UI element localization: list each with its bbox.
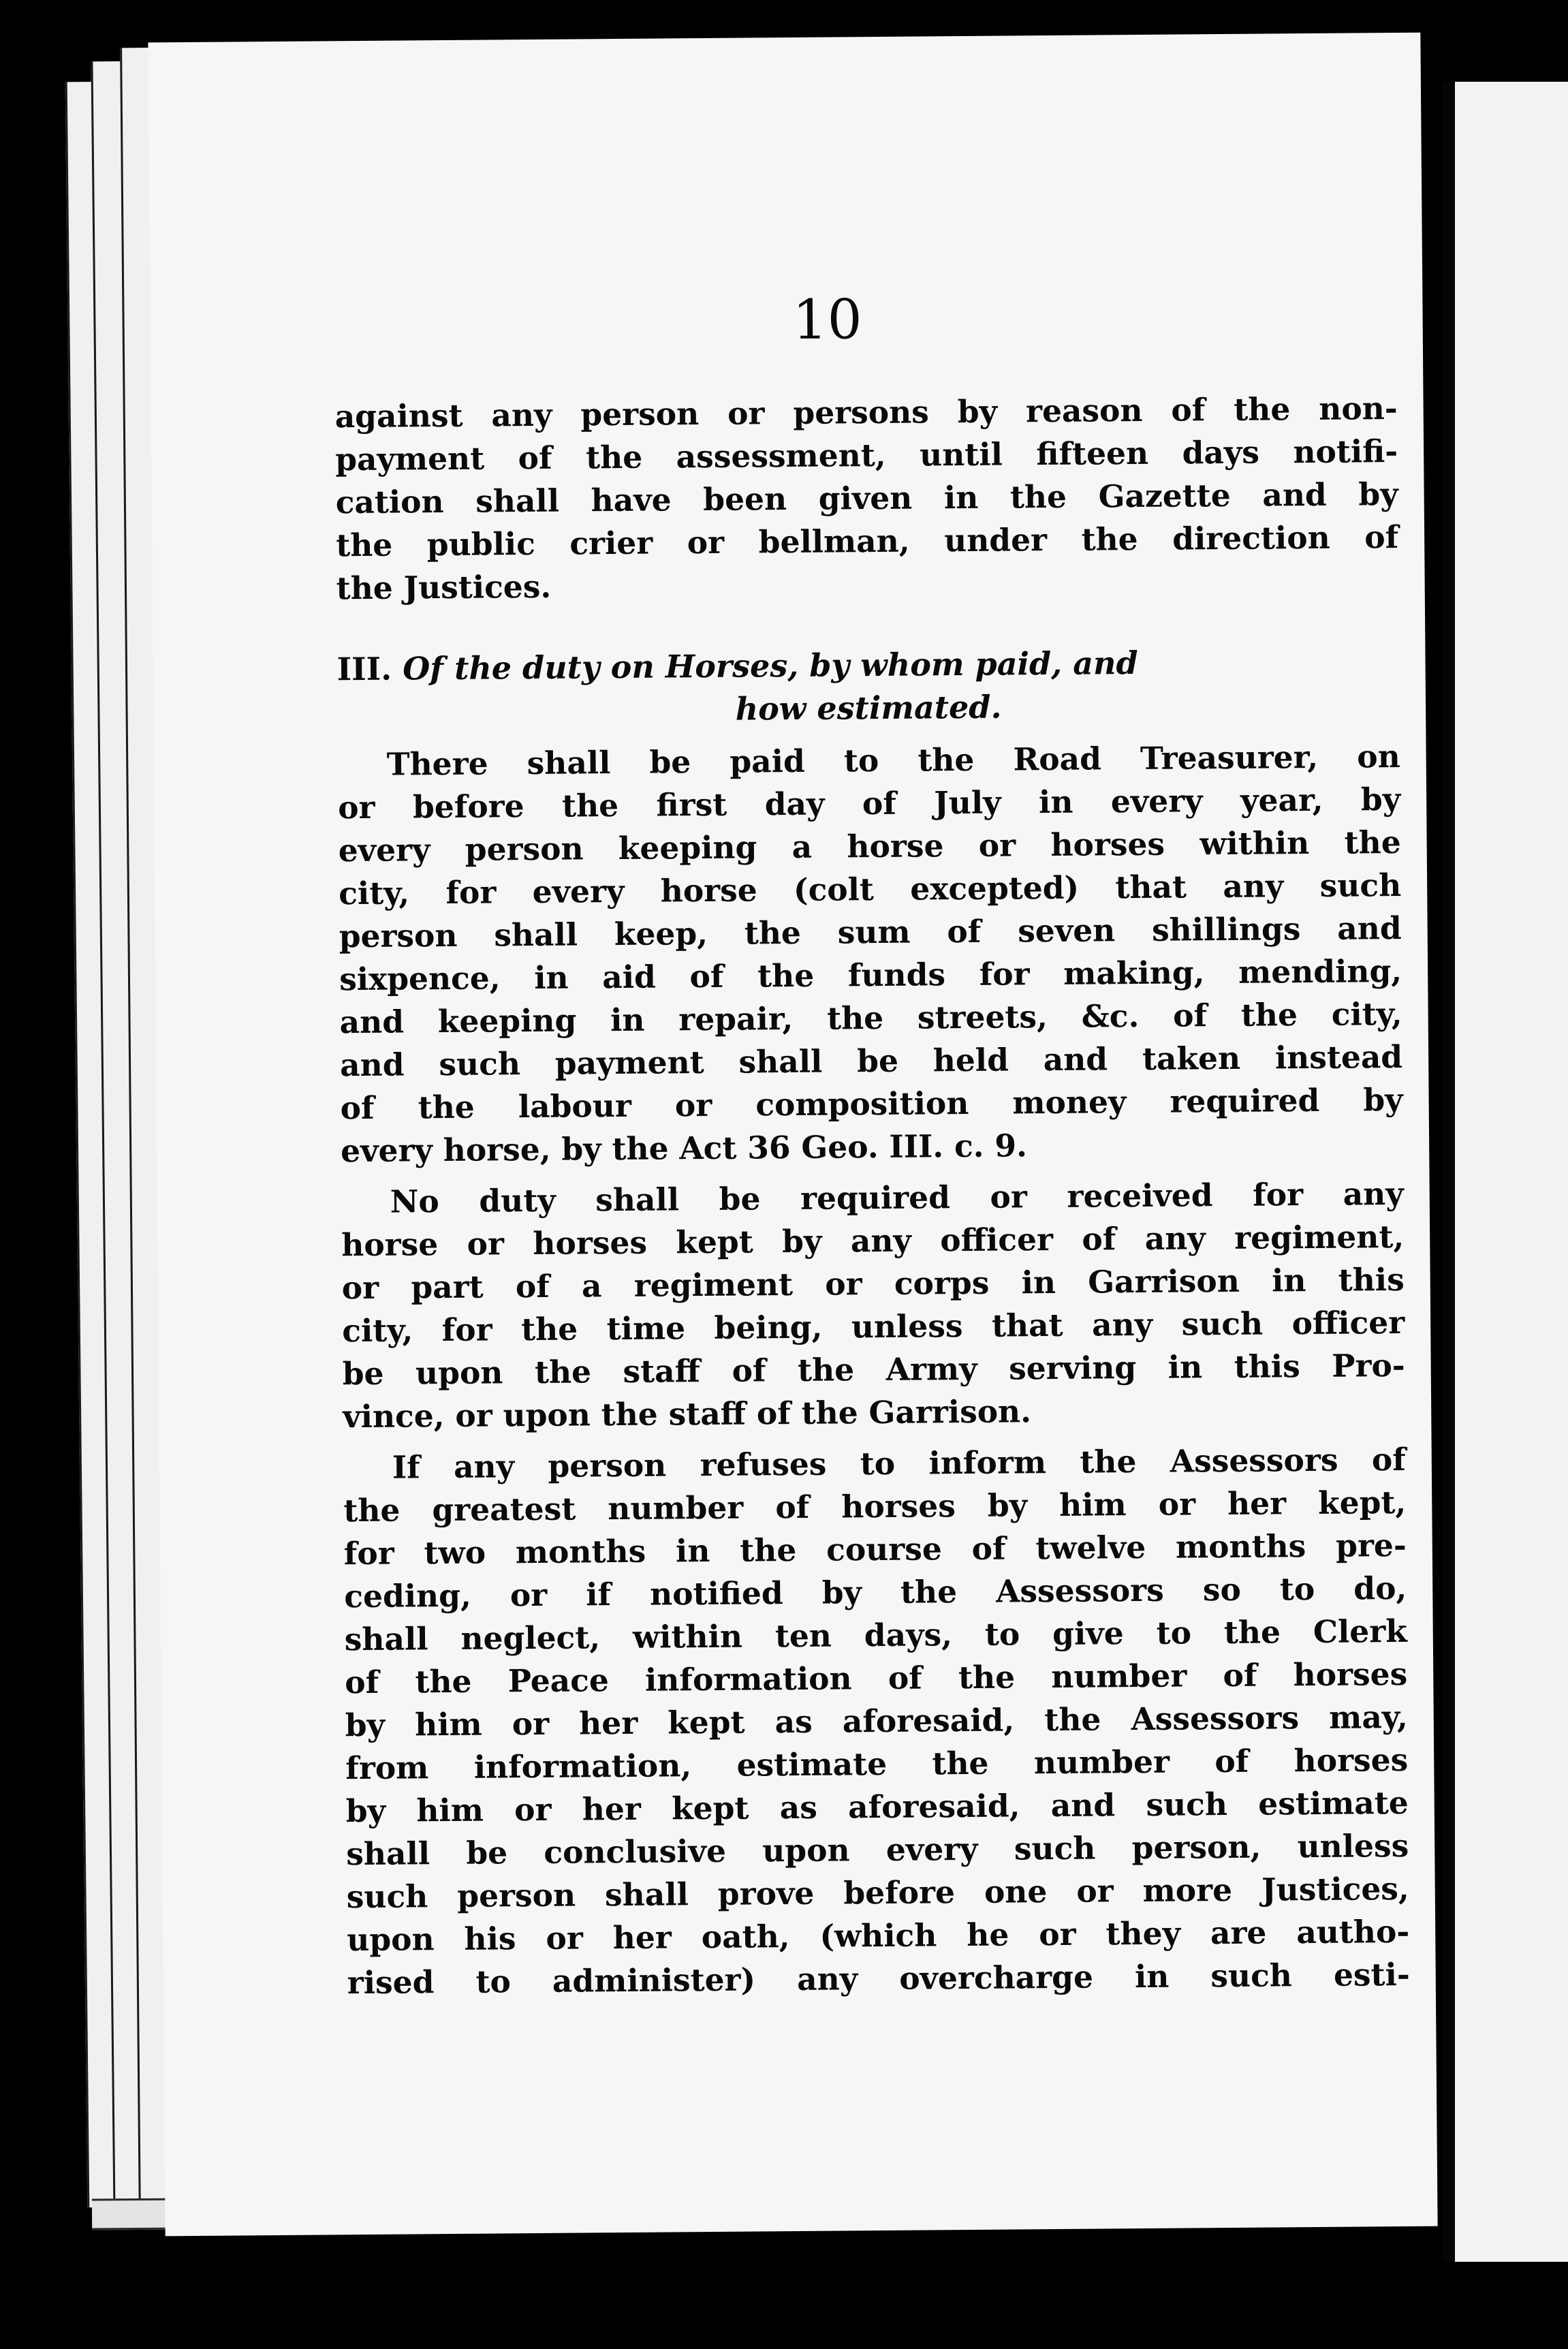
text-line: city, for every horse (colt excepted) that any such — [338, 866, 1402, 912]
section-title-continued: how estimated. — [735, 688, 1002, 728]
text-line: rised to administer) any overcharge in such esti- — [347, 1955, 1410, 2002]
text-line: or part of a regiment or corps in Garrison in this — [341, 1260, 1405, 1307]
text-line: or before the first day of July in every year, by — [337, 780, 1401, 826]
text-line: against any person or persons by reason of the non- — [334, 389, 1398, 435]
text-line: vince, or upon the staff of the Garrison. — [343, 1393, 1032, 1435]
text-line: cation shall have been given in the Gazette and by — [335, 475, 1398, 521]
text-line: city, for the time being, unless that any such officer — [342, 1303, 1405, 1350]
text-line: be upon the staff of the Army serving in this Pro- — [342, 1346, 1405, 1393]
text-line: every horse, by the Act 36 Geo. III. c. 9. — [340, 1127, 1028, 1170]
text-line: from information, estimate the number of horses — [345, 1741, 1409, 1787]
book-page — [148, 33, 1437, 2237]
text-line: the greatest number of horses by him or her kept, — [343, 1483, 1407, 1529]
text-line: by him or her kept as aforesaid, the Assessors may, — [345, 1698, 1408, 1744]
text-line: and keeping in repair, the streets, &c. of the city, — [339, 995, 1402, 1041]
continuation-paragraph — [334, 387, 1398, 610]
text-line: by him or her kept as aforesaid, and such estimate — [345, 1784, 1409, 1830]
text-line: shall be conclusive upon every such person, unless — [346, 1826, 1409, 1873]
page-number: 10 — [792, 287, 862, 352]
paragraph-officer-exemption — [341, 1172, 1406, 1438]
text-line: shall neglect, within ten days, to give to the Clerk — [344, 1612, 1407, 1658]
text-line: No duty shall be required or received for any — [390, 1174, 1404, 1220]
text-line: the Justices. — [336, 567, 552, 607]
text-line: of the labour or composition money required by — [340, 1080, 1403, 1127]
text-line: of the Peace information of the number of horses — [345, 1655, 1408, 1701]
paragraph-horse-duty — [337, 735, 1403, 1172]
text-line: ceding, or if notified by the Assessors so to do, — [344, 1569, 1407, 1615]
text-line: payment of the assessment, until fifteen days notifi- — [334, 432, 1398, 478]
section-heading — [336, 640, 1400, 734]
text-line: horse or horses kept by any officer of any regiment, — [341, 1217, 1405, 1264]
text-line: If any person refuses to inform the Assessors of — [392, 1440, 1406, 1486]
text-line: for two months in the course of twelve months pre- — [343, 1526, 1407, 1572]
text-line: and such payment shall be held and taken instead — [339, 1038, 1403, 1084]
section-numeral: III. — [336, 650, 392, 688]
text-line: sixpence, in aid of the funds for making, mending, — [339, 952, 1402, 998]
facing-page-edge — [1443, 82, 1568, 2262]
text-line: There shall be paid to the Road Treasurer, on — [386, 737, 1400, 783]
text-line: person shall keep, the sum of seven shillings and — [339, 909, 1402, 955]
text-line: such person shall prove before one or more Justices, — [346, 1869, 1409, 1916]
text-line: every person keeping a horse or horses within the — [338, 823, 1401, 869]
section-title: Of the duty on Horses, by whom paid, and — [402, 644, 1138, 687]
page-body — [334, 387, 1410, 2004]
paragraph-assessor-estimate — [343, 1438, 1410, 2004]
text-line: the public crier or bellman, under the direction of — [335, 518, 1399, 564]
text-line: upon his or her oath, (which he or they are autho- — [347, 1912, 1410, 1959]
